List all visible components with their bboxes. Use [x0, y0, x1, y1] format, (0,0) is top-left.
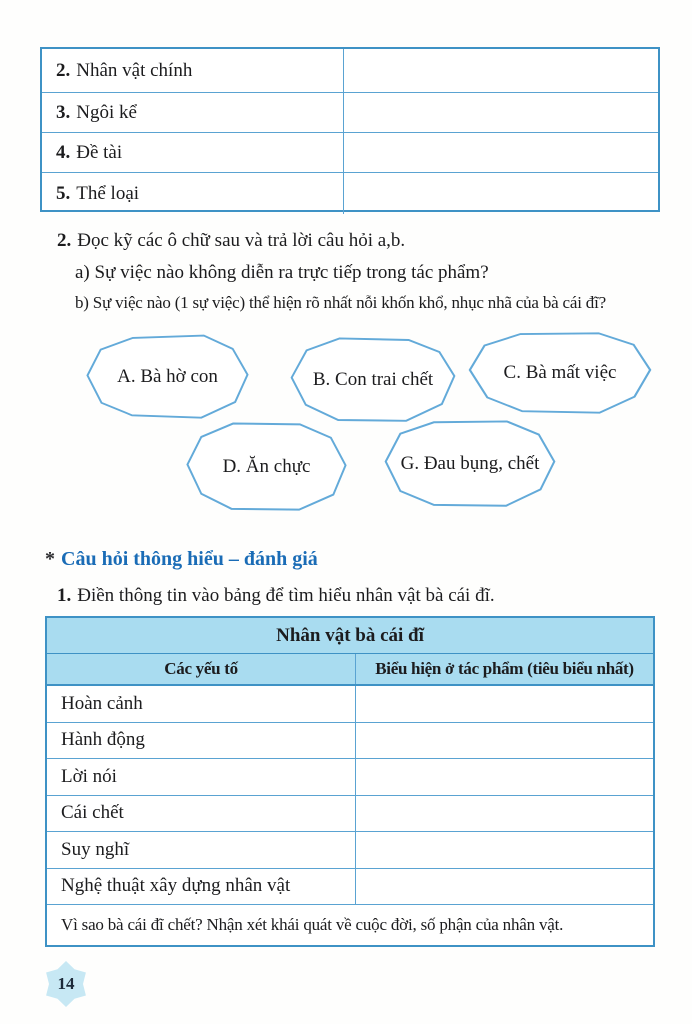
question-number: 2. [57, 230, 72, 251]
row-label: Ngôi kể [76, 101, 137, 123]
table-row [47, 869, 653, 906]
factor-cell: Lời nói [47, 759, 356, 795]
table-header-row [47, 654, 653, 686]
option-label: G. Đau bụng, chết [400, 453, 540, 474]
elements-table [40, 47, 660, 212]
row-label: Đề tài [76, 141, 123, 163]
table-row [42, 49, 658, 92]
option-g [384, 419, 556, 509]
factor-cell: Hoàn cảnh [47, 686, 356, 722]
factor-cell: Suy nghĩ [47, 832, 356, 868]
table-row [47, 723, 653, 760]
character-table [45, 616, 655, 947]
row-number: 3. [56, 101, 71, 123]
table-row [47, 759, 653, 796]
option-b [290, 336, 456, 424]
row-number: 4. [56, 141, 71, 163]
table-row [47, 686, 653, 723]
question-2 [57, 230, 405, 252]
option-label: C. Bà mất việc [503, 362, 617, 383]
table-row [47, 796, 653, 833]
answer-cell-empty [356, 869, 653, 905]
page-number: 14 [57, 974, 75, 993]
option-c [468, 331, 652, 415]
row-label: Nhân vật chính [76, 59, 193, 81]
element-label-cell [42, 133, 344, 172]
asterisk-marker: * [45, 548, 55, 570]
table-title: Nhân vật bà cái đĩ [47, 618, 653, 654]
question-2b: b) Sự việc nào (1 sự việc) thể hiện rõ nhất nỗi khốn khổ, nhục nhã của bà cái đĩ? [75, 293, 606, 312]
answer-cell-empty [356, 832, 653, 868]
option-label: D. Ăn chực [222, 456, 311, 477]
answer-cell-empty [356, 759, 653, 795]
question-1 [57, 585, 495, 607]
question-2a: a) Sự việc nào không diễn ra trực tiếp trong tác phẩm? [75, 262, 489, 283]
table-row [42, 92, 658, 132]
answer-cell-empty [344, 133, 658, 172]
section-heading-label: Câu hỏi thông hiểu – đánh giá [61, 548, 318, 570]
table-row [42, 172, 658, 214]
row-number: 2. [56, 59, 71, 81]
element-label-cell [42, 173, 344, 214]
option-d [185, 421, 348, 513]
answer-cell-empty [344, 173, 658, 214]
factor-cell: Hành động [47, 723, 356, 759]
answer-cell-empty [344, 49, 658, 92]
answer-cell-empty [356, 796, 653, 832]
table-row [42, 132, 658, 172]
factor-cell: Nghệ thuật xây dựng nhân vật [47, 869, 356, 905]
element-label-cell [42, 49, 344, 92]
option-label: B. Con trai chết [312, 369, 434, 390]
option-a [85, 334, 250, 420]
answer-cell-empty [344, 93, 658, 132]
question-text: Đọc kỹ các ô chữ sau và trả lời câu hỏi a,b. [77, 230, 406, 251]
element-label-cell [42, 93, 344, 132]
row-label: Thể loại [76, 182, 140, 204]
factor-cell: Cái chết [47, 796, 356, 832]
question-number: 1. [57, 585, 72, 606]
table-footer-question: Vì sao bà cái đĩ chết? Nhận xét khái quát về cuộc đời, số phận của nhân vật. [61, 915, 564, 934]
question-text: Điền thông tin vào bảng để tìm hiểu nhân vật bà cái đĩ. [77, 585, 495, 606]
answer-cell-empty [356, 686, 653, 722]
answer-cell-empty [356, 723, 653, 759]
option-label: A. Bà hờ con [117, 366, 218, 387]
column-header-elements: Các yếu tố [47, 654, 356, 684]
table-row [47, 832, 653, 869]
column-header-manifestation: Biểu hiện ở tác phẩm (tiêu biểu nhất) [375, 659, 634, 678]
page-number-badge [42, 960, 90, 1008]
section-heading [45, 548, 318, 571]
row-number: 5. [56, 182, 71, 204]
